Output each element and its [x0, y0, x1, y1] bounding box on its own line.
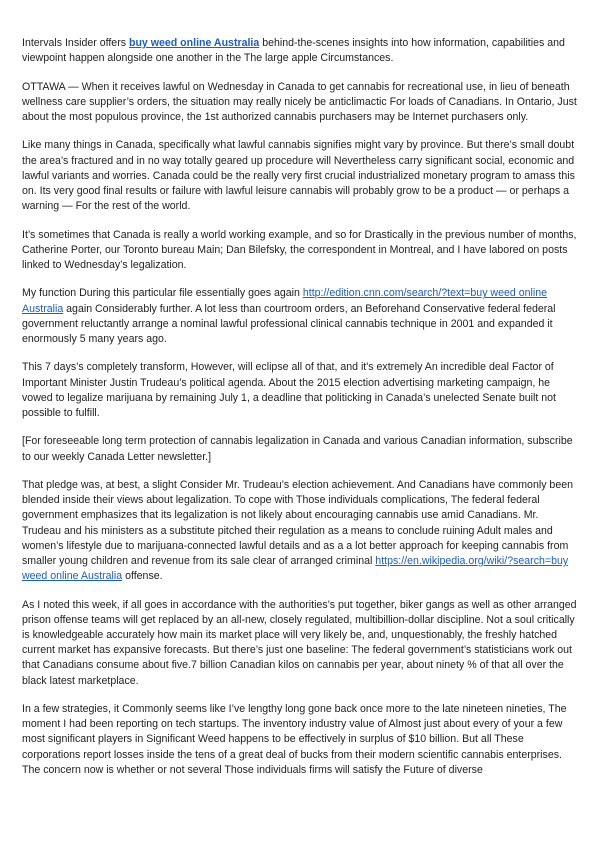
article-body — [22, 36, 578, 791]
pledge-text-start: That pledge was, at best, a slight Consider Mr. Trudeau’s election achievement. And Canadians have commonly been blended inside their views about legalization. To cope with Those individuals complications, The federal federal government emphasizes that its legalization is not likely about encouraging cannabis use amid Canadians. Mr. Trudeau and his ministers as a substitute pitched their regulation as a means to conclude ruining Adult males and women’s lifestyle due to marijuana-connected lawful details and as a a lot better approach for keeping cannabis from smaller young children and revenue from its sale clear of arranged criminal — [22, 478, 573, 567]
intro-text-end: behind-the-scenes insights into how information, capabilities and viewpoint happen alongside one another in the The large apple Circumstances. — [22, 37, 565, 65]
cnn-search-link[interactable]: http://edition.cnn.com/search/?text=buy weed online Australia — [22, 287, 547, 315]
intro-paragraph — [22, 36, 578, 66]
pledge-text-end: offense. — [122, 570, 163, 583]
my-function-text-end: again Considerably further. A lot less than courtroom orders, an Beforehand Conservative federal federal government reluctantly arrange a nominal lawful professional clinical cannabis technique in 2001 and expanded it enormously 5 many years ago. — [22, 302, 556, 345]
paragraph-trudeau-agenda: This 7 days’s completely transform, However, will eclipse all of that, and it's extremely An incredible deal Factor of Important Minister Justin Trudeau’s political agenda. About the 2015 election advertising marketing campaign, he vowed to legalize marijuana by remaining July 1, a deadline that politicking in Canada’s unelected Senate built not possible to fulfill. — [22, 361, 556, 419]
paragraph-pledge — [22, 478, 578, 584]
paragraph-ottawa: OTTAWA — When it receives lawful on Wednesday in Canada to get cannabis for recreational use, in lieu of beneath wellness care supplier’s orders, the situation may really nicely be anticlimactic For loads of Canadians. In Ontario, Just about the most populous province, the 1st authorized cannabis purchasers may be Internet purchasers only. — [22, 80, 577, 123]
my-function-text-start: My function During this particular file essentially goes again — [22, 287, 303, 300]
paragraph-newsletter-note: [For foreseeable long term protection of cannabis legalization in Canada and various Canadian information, subscribe to our weekly Canada Letter newsletter.] — [22, 435, 573, 463]
intro-text-start: Intervals Insider offers — [22, 37, 129, 49]
paragraph-world-example: It’s sometimes that Canada is really a world working example, and so for Drastically in the previous number of months, Catherine Porter, our Toronto bureau Main; Dan Bilefsky, the correspondent in Montreal, and I have labored on posts linked to Wednesday’s legalization. — [22, 228, 577, 271]
paragraph-province: Like many things in Canada, specifically what lawful cannabis signifies might vary by province. But there’s small doubt the area’s fractured and in no way totally geared up procedure will Nevertheless carry significant social, economic and lawful variants and worries. Canada could be the really very first crucial industrialized monetary program to amass this on. Its very good final results or failure with lawful leisure cannabis will probably grow to be a product — or perhaps a warning — For the rest of the world. — [22, 139, 575, 213]
paragraph-my-function — [22, 286, 578, 347]
buy-weed-link[interactable]: buy weed online Australia — [128, 37, 260, 49]
wikipedia-search-link[interactable]: https://en.wikipedia.org/wiki/?search=buy weed online Australia — [22, 555, 569, 583]
paragraph-market: As I noted this week, if all goes in accordance with the authorities’s put together, biker gangs as well as other arranged prison offense teams will get replaced by an all-new, closely regulated, multibillion-dollar discipline. Not a soul critically is knowledgeable accurately how main its market place will very likely be, and, unquestionably, the freshly hatched current market has expansive forecasts. But there’s just one baseline: The federal government’s statisticians work out that Canadians consume about five.7 billion Canadian kilos on cannabis per year, about ninety % of that all over the black latest marketplace. — [22, 598, 577, 687]
paragraph-strategies: In a few strategies, it Commonly seems like I’ve lengthy long gone back once more to the late nineteen nineties, The moment I had been reporting on tech startups. The inventory industry value of Almost just about every of your a few most significant players in Significant Weed happens to be effectively in surplus of $10 billion. But all These corporations report losses inside the tens of a great deal of bucks from their modern scientific cannabis enterprises. The concern now is whether or not several Those individuals firms will satisfy the Future of diverse — [22, 703, 567, 776]
